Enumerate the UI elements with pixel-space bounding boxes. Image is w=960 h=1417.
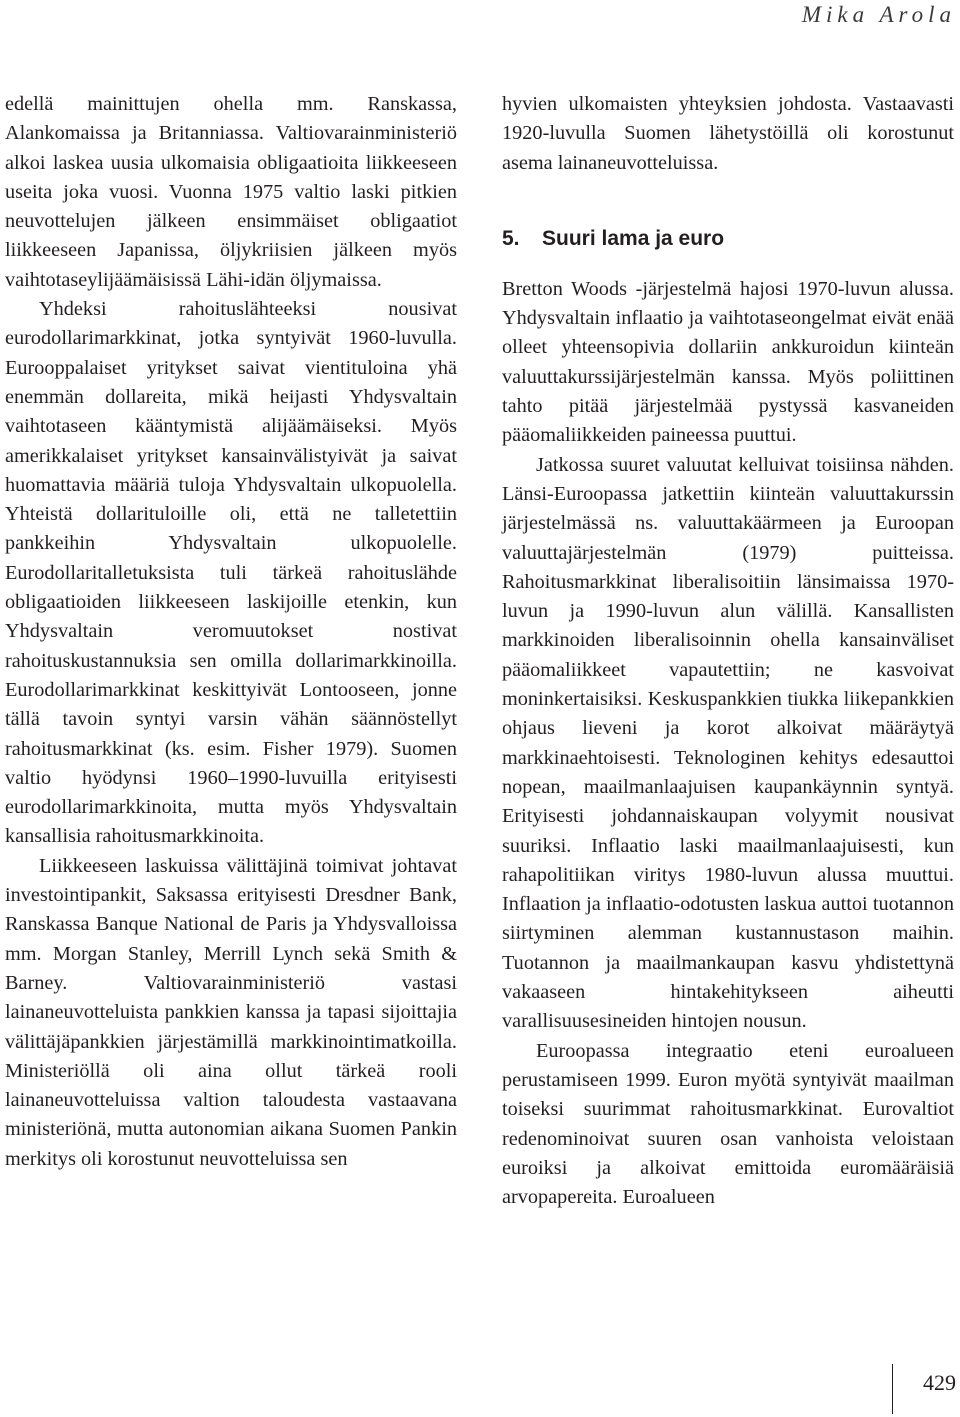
body-paragraph: hyvien ulkomaisten yhteyksien johdosta. Vastaavasti 1920-luvulla Suomen lähetystöillä oli korostunut asema lainaneuvotteluissa. [502,93,954,174]
section-title: Suuri lama ja euro [542,226,725,250]
page-number: 429 [923,1370,956,1395]
body-paragraph: Liikkeeseen laskuissa välittäjinä toimivat johtavat investointipankit, Saksassa erityisesti Dresdner Bank, Ranskassa Banque National de Paris ja Yhdysvalloissa mm. Morgan Stanley, Merrill Lynch sekä Smith & Barney. Valtiovarainministeriö vastasi lainaneuvotteluista pankkien kanssa ja tapasi sijoittajia välittäjäpankkien järjestämillä markkinointimatkoilla. Ministeriöllä oli aina ollut tärkeä rooli lainaneuvotteluissa valtion taloudesta vastaavana ministeriönä, mutta autonomian aikana Suomen Pankin merkitys oli korostunut neuvotteluissa sen [5,854,457,1170]
section-number: 5. [502,226,520,250]
body-paragraph: Jatkossa suuret valuutat kelluivat toisiinsa nähden. Länsi-Euroopassa jatkettiin kiinteän valuuttakurssin järjestelmässä ns. valuuttakäärmeen ja Euroopan valuuttajärjestelmän (1979) puitteissa. Rahoitusmarkkinat liberalisoitiin länsimaissa 1970-luvun ja 1990-luvun alun välillä. Kansallisten markkinoiden liberalisoinnin ohella kansainväliset pääomaliikkeet vapautettiin; ne kasvoivat moninkertaisiksi. Keskuspankkien tiukka liikepankkien ohjaus lieveni ja korot alkoivat määräytyä markkinaehtoisesti. Teknologinen kehitys edesauttoi nopean, maailmanlaajuisen kaupankäynnin syntyä. Erityisesti johdannaiskaupan volyymit nousivat suuriksi. Inflaatio laski maailmanlaajuisesti, kun rahapolitiikan viritys 1980-luvun alussa muuttui. Inflaation ja inflaatio-odotusten laskua auttoi tuotannon siirtyminen alemman kustannustason maihin. Tuotannon ja maailmankaupan kasvu yhdistettynä vakaaseen hintakehitykseen aiheutti varallisuusesineiden hintojen nousun. [502,453,954,1033]
body-paragraph: edellä mainittujen ohella mm. Ranskassa, Alankomaissa ja Britanniassa. Valtiovarainministeriö alkoi laskea uusia ulkomaisia obligaatioita liikkeeseen useita joka vuosi. Vuonna 1975 valtio laski pitkien neuvottelujen jälkeen ensimmäiset obligaatiot liikkeeseen Japanissa, öljykriisien jälkeen myös vaihtotaseylijäämäisissä Lähi-idän öljymaissa. [5,93,457,291]
section-heading [502,224,954,253]
left-text-column [5,90,457,1174]
right-text-column [502,90,954,1212]
body-paragraph: Yhdeksi rahoituslähteeksi nousivat eurodollarimarkkinat, jotka syntyivät 1960-luvulla. Eurooppalaiset yritykset saivat vientituloina yhä enemmän dollareita, mikä heijasti Yhdysvaltain vaihtotaseen kääntymistä alijäämäiseksi. Myös amerikkalaiset yritykset kansainvälistyivät ja saivat huomattavia määriä tuloja Yhdysvaltain ulkopuolella. Yhteistä dollarituloille oli, että ne talletettiin pankkeihin Yhdysvaltain ulkopuolelle. Eurodollaritalletuksista tuli tärkeä rahoituslähde obligaatioiden liikkeeseen laskijoille etenkin, kun Yhdysvaltain veromuutokset nostivat rahoituskustannuksia sen omilla dollarimarkkinoilla. Eurodollarimarkkinat keskittyivät Lontooseen, jonne tällä tavoin syntyi varsin vähän säännöstellyt rahoitusmarkkinat (ks. esim. Fisher 1979). Suomen valtio hyödynsi 1960–1990-luvuilla erityisesti eurodollarimarkkinoita, mutta myös Yhdysvaltain kansallisia rahoitusmarkkinoita. [5,298,457,848]
folio-divider [892,1364,893,1414]
running-head: Mika Arola [801,2,956,27]
body-paragraph: Bretton Woods -järjestelmä hajosi 1970-luvun alussa. Yhdysvaltain inflaatio ja vaihtotaseongelmat eivät enää olleet yhteensopivia dollariin ankkuroidun kiinteän valuuttakurssijärjestelmän kanssa. Myös poliittinen tahto pitää järjestelmää pystyssä kasvaneiden pääomaliikkeiden paineessa puuttui. [502,277,954,447]
body-paragraph: Euroopassa integraatio eteni euroalueen perustamiseen 1999. Euron myötä syntyivät maailman toiseksi suurimmat rahoitusmarkkinat. Eurovaltiot redenominoivat suuren osan vanhoista veloistaan euroiksi ja alkoivat emittoida euromääräisiä arvopapereita. Euroalueen [502,1039,954,1209]
